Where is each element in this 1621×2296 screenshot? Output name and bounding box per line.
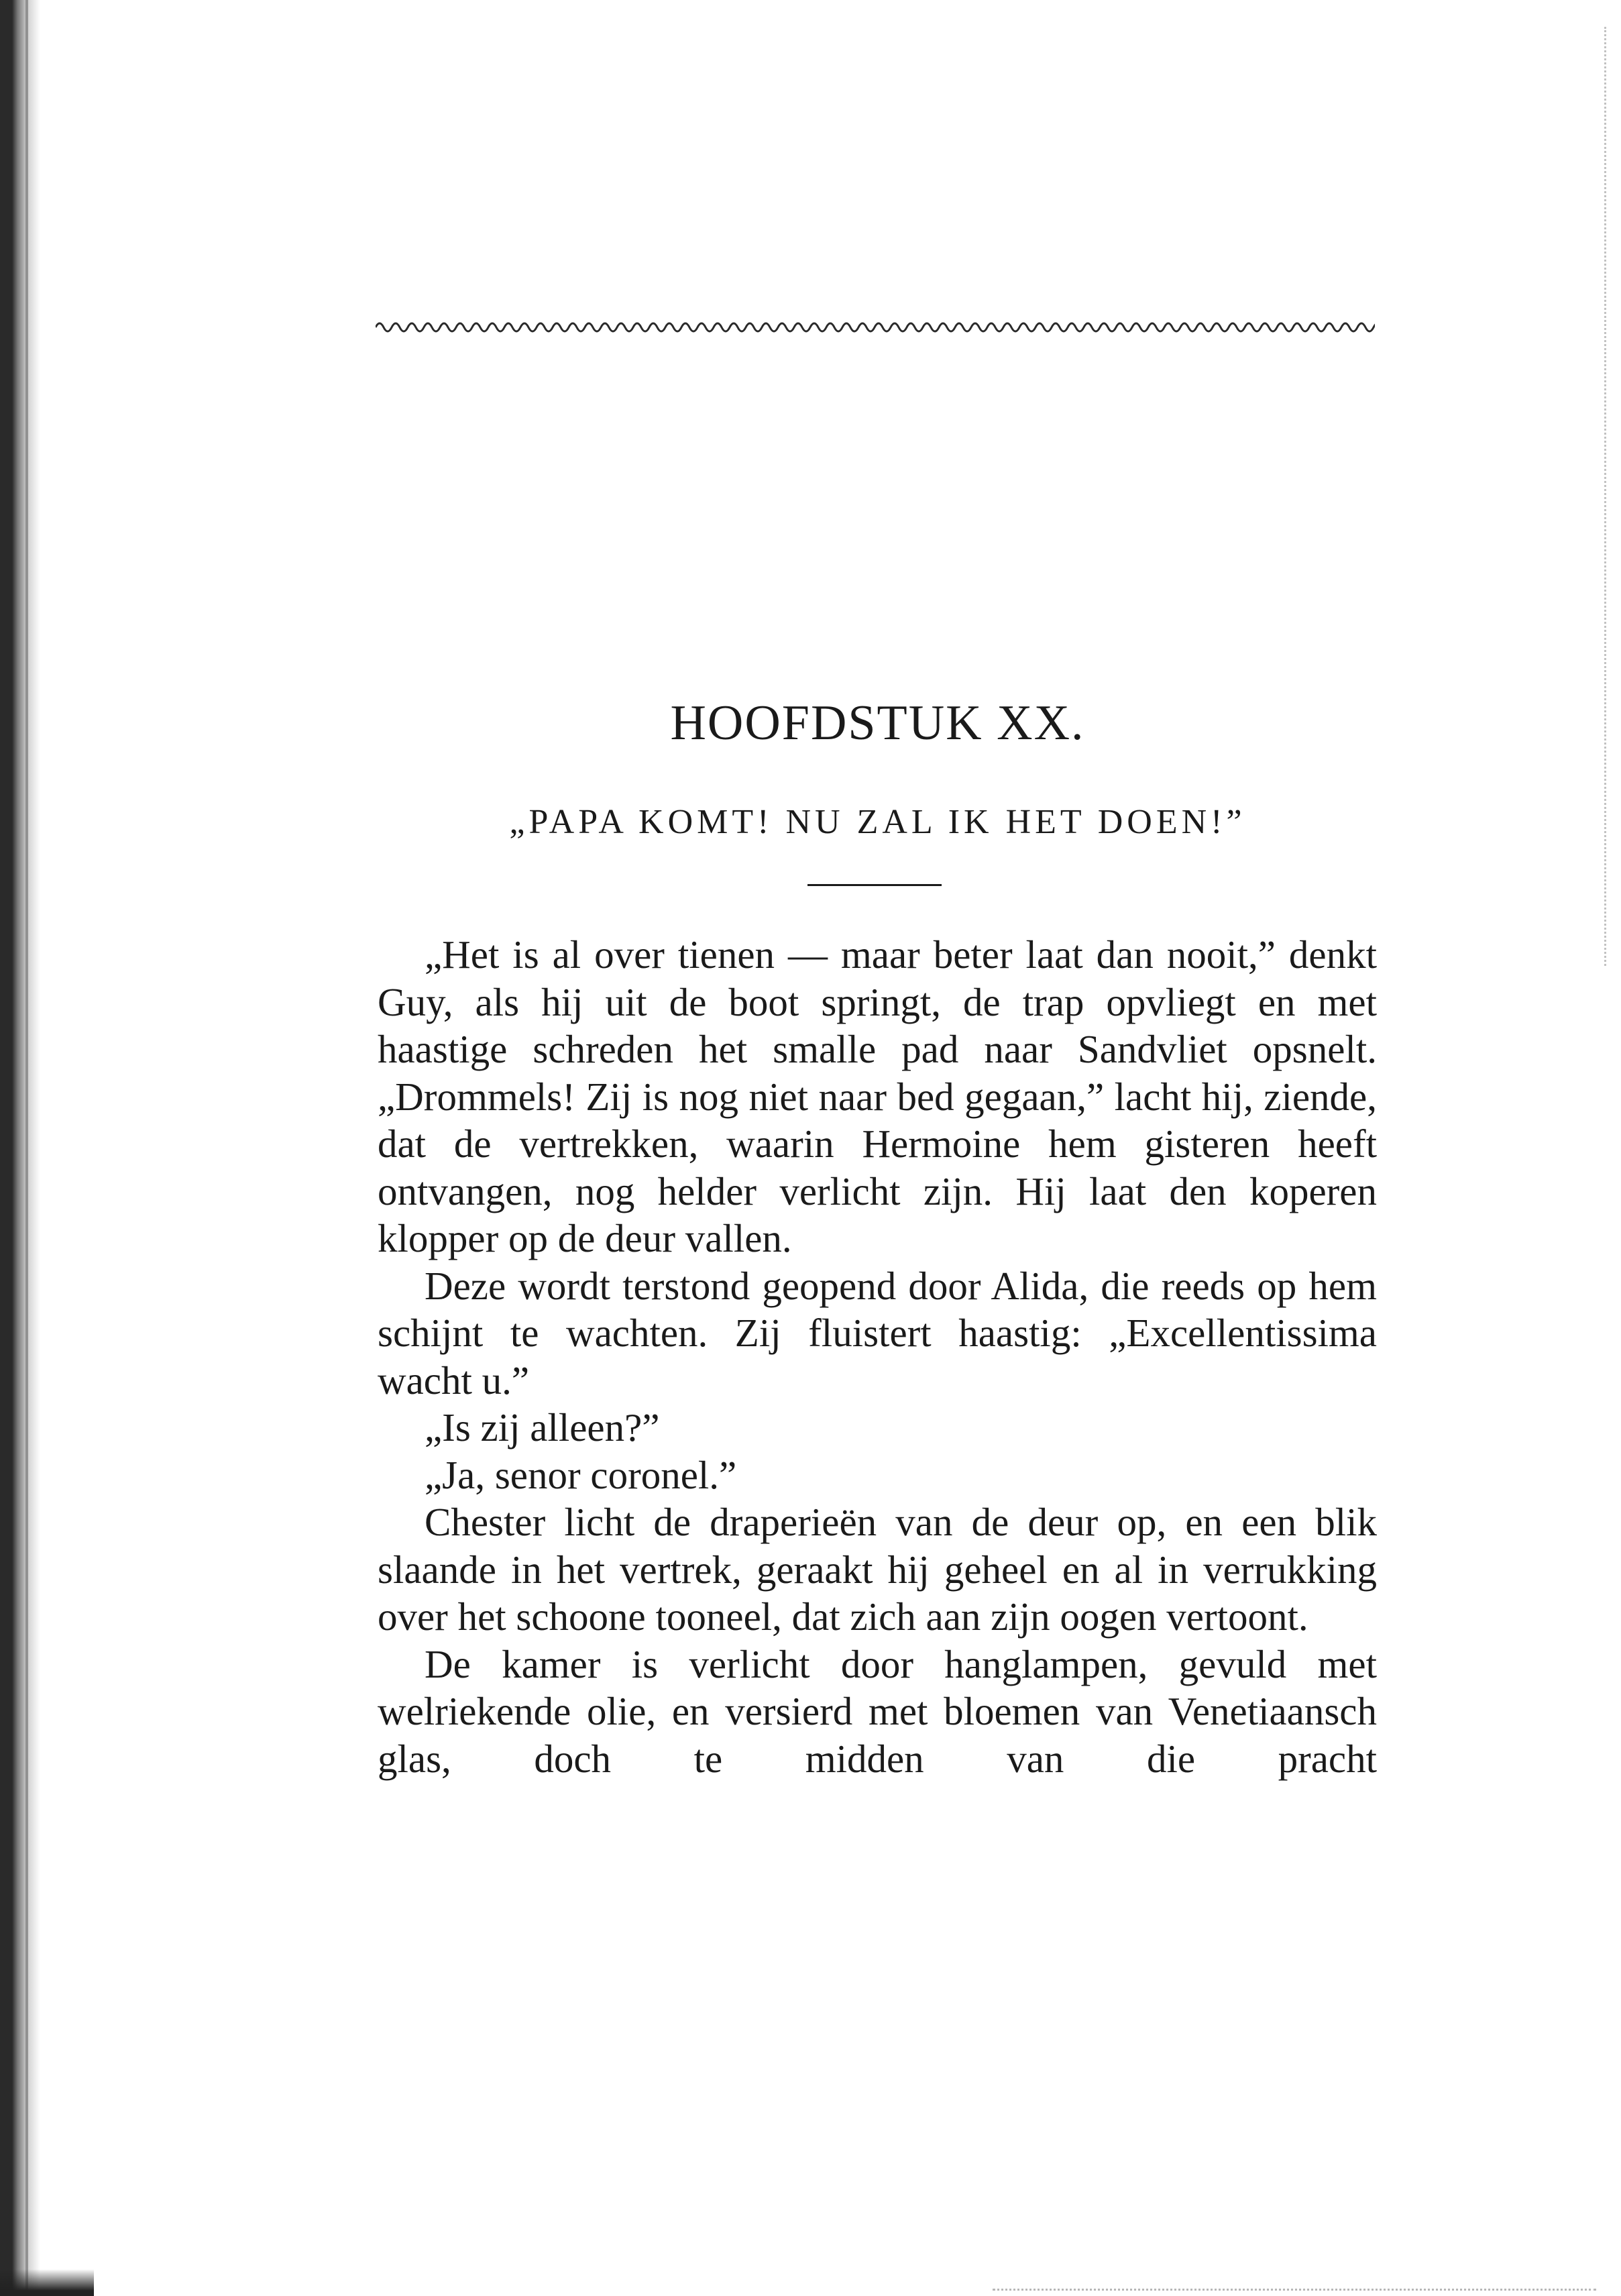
scan-bottom-marks bbox=[993, 2289, 1596, 2291]
title-divider-rule bbox=[807, 884, 942, 886]
paragraph: „Is zij alleen?” bbox=[425, 1405, 660, 1450]
wavy-ornament-rule bbox=[376, 315, 1375, 339]
body-text bbox=[378, 931, 1377, 1782]
paragraph: „Ja, senor coronel.” bbox=[425, 1452, 737, 1497]
paragraph: Deze wordt terstond geopend door Alida, die reeds op hem schijnt te wachten. Zij fluistert haastig: „Excellentissima wacht u.” bbox=[378, 1263, 1377, 1403]
paragraph: „Het is al over tienen — maar beter laat dan nooit,” denkt Guy, als hij uit de boot springt, de trap opvliegt en met haastige schreden het smalle pad naar Sandvliet opsnelt. „Drommels! Zij is nog niet naar bed gegaan,” lacht hij, ziende, dat de vertrekken, waarin Hermoine hem gisteren heeft ontvangen, nog helder verlicht zijn. Hij laat den koperen klopper op de deur vallen. bbox=[378, 932, 1377, 1260]
paragraph: De kamer is verlicht door hanglampen, gevuld met welriekende olie, en versierd met bloemen van Venetiaansch glas, doch te midden van die pracht bbox=[378, 1641, 1377, 1781]
scan-gutter-line bbox=[25, 0, 28, 2296]
scan-corner-shadow bbox=[0, 2269, 94, 2296]
chapter-subtitle: „PAPA KOMT! NU ZAL IK HET DOEN!” bbox=[509, 803, 1246, 841]
paragraph: Chester licht de draperieën van de deur op, en een blik slaande in het vertrek, geraakt hij geheel en al in verrukking over het schoone tooneel, dat zich aan zijn oogen vertoont. bbox=[378, 1500, 1377, 1639]
scan-gutter-shadow bbox=[0, 0, 40, 2296]
chapter-title: HOOFDSTUK XX. bbox=[670, 696, 1085, 751]
